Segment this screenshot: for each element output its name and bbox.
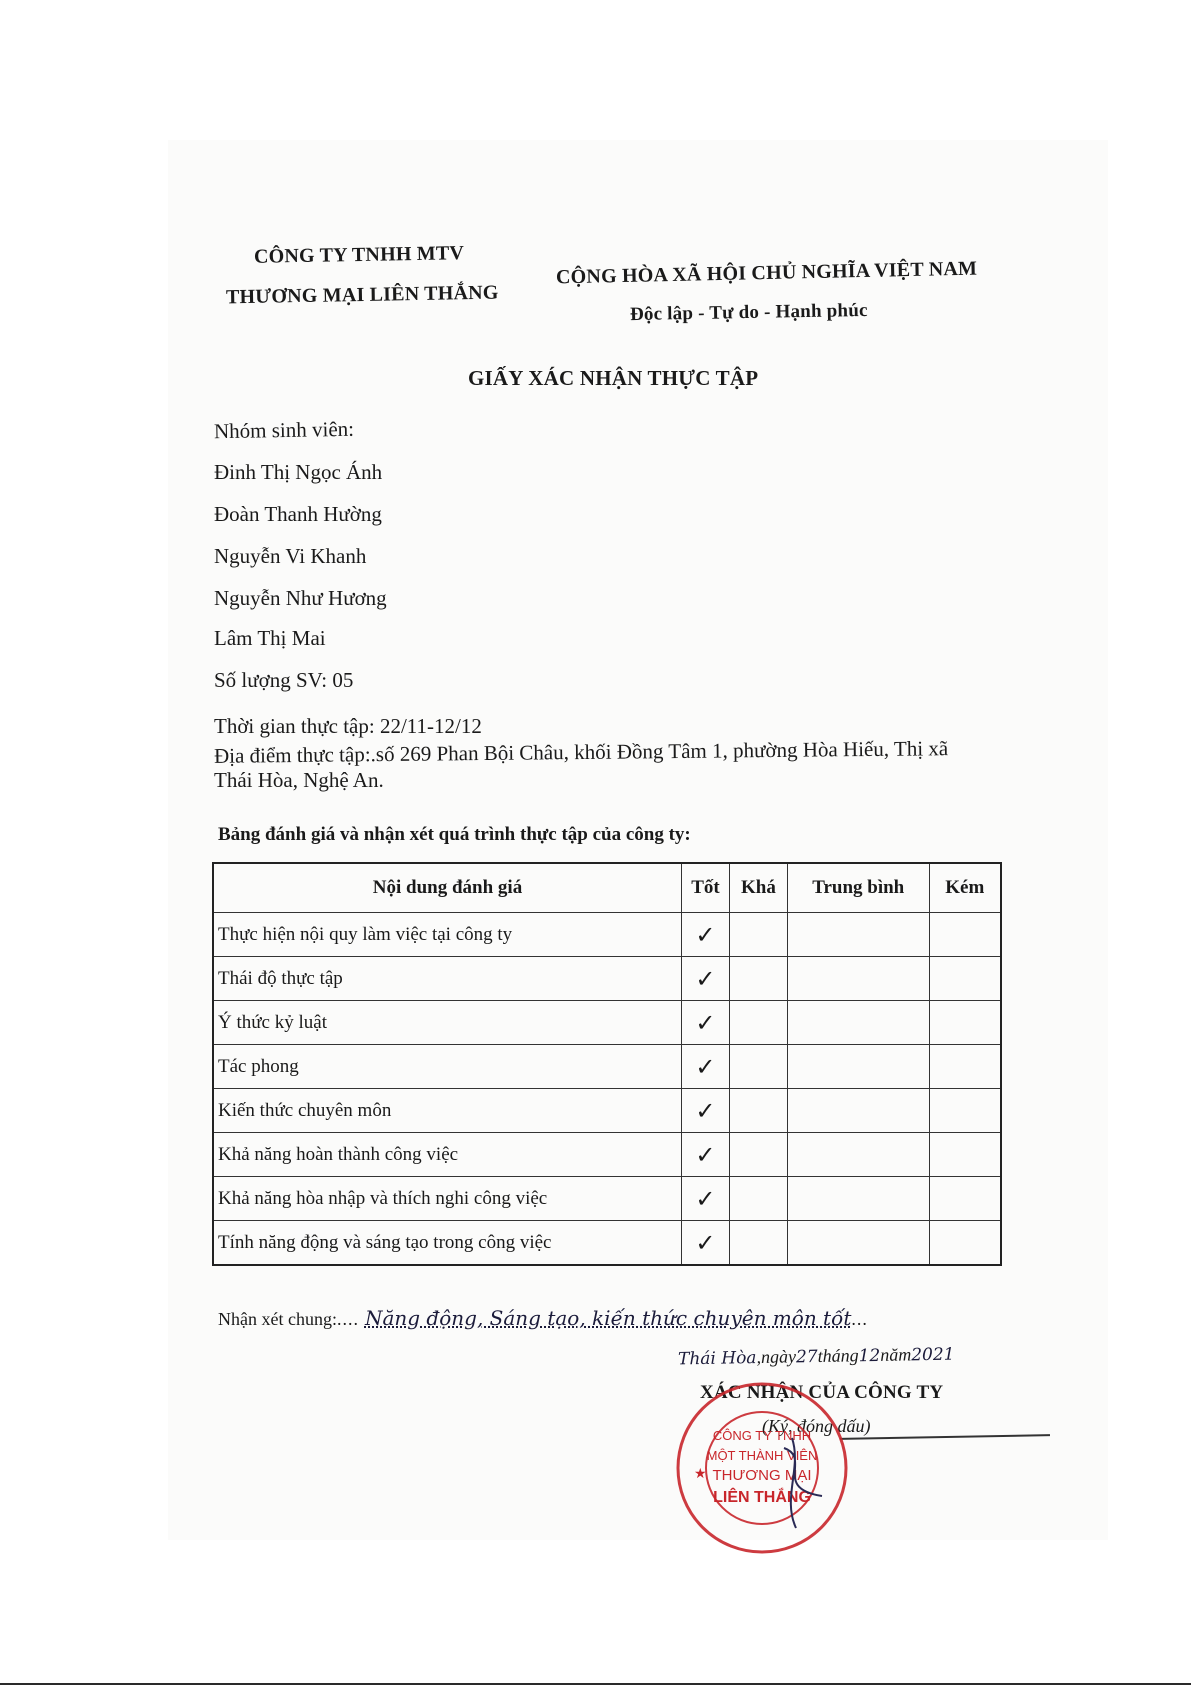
student-name: Nguyễn Vi Khanh [214, 544, 367, 568]
table-caption: Bảng đánh giá và nhận xét quá trình thực tập của công ty: [218, 824, 691, 845]
table-row [213, 1133, 1001, 1177]
poor-cell [929, 1045, 1001, 1089]
criteria-cell: Khả năng hoàn thành công việc [213, 1133, 681, 1177]
poor-cell [929, 1133, 1001, 1177]
student-name: Đoàn Thanh Hường [214, 502, 382, 526]
date-month-label: tháng [817, 1345, 859, 1366]
check-mark-icon: ✓ [681, 957, 729, 1001]
company-name-line1: CÔNG TY TNHH MTV [253, 242, 465, 268]
header-poor: Kém [929, 863, 1001, 913]
criteria-cell: Ý thức kỷ luật [213, 1001, 681, 1045]
poor-cell [929, 1221, 1001, 1266]
date-day: 27 [795, 1346, 818, 1368]
fair-cell [729, 1001, 787, 1045]
date-line: Thái Hòa,ngày27tháng12năm2021 [677, 1344, 955, 1370]
check-mark-icon: ✓ [681, 1221, 729, 1266]
comment-row: Nhận xét chung:.... Năng động, Sáng tạo, kiến thức chuyên môn tốt... [218, 1306, 868, 1330]
table-header-row [213, 863, 1001, 913]
comment-handwritten: Năng động, Sáng tạo, kiến thức chuyên môn tốt [364, 1306, 852, 1330]
poor-cell [929, 1089, 1001, 1133]
confirm-note: (Ký, đóng dấu) [762, 1416, 871, 1436]
table-row [213, 1221, 1001, 1266]
student-name: Nguyễn Như Hương [214, 586, 387, 610]
table-row [213, 1045, 1001, 1089]
check-mark-icon: ✓ [681, 1001, 729, 1045]
header-criteria: Nội dung đánh giá [213, 863, 681, 913]
internship-time: Thời gian thực tập: 22/11-12/12 [214, 714, 482, 738]
company-name-line2: THƯƠNG MẠI LIÊN THẮNG [225, 281, 499, 309]
poor-cell [929, 913, 1001, 957]
header-good: Tốt [681, 863, 729, 913]
check-mark-icon: ✓ [681, 1045, 729, 1089]
date-year: 2021 [911, 1344, 955, 1366]
student-name: Lâm Thị Mai [214, 626, 326, 650]
average-cell [787, 1001, 929, 1045]
average-cell [787, 1221, 929, 1266]
average-cell [787, 1089, 929, 1133]
table-row [213, 1177, 1001, 1221]
student-count: Số lượng SV: 05 [214, 668, 354, 692]
average-cell [787, 1133, 929, 1177]
check-mark-icon: ✓ [681, 1177, 729, 1221]
fair-cell [729, 1133, 787, 1177]
header-average: Trung bình [787, 863, 929, 913]
document-title: GIẤY XÁC NHẬN THỰC TẬP [468, 366, 759, 390]
stamp-text: LIÊN THẮNG [713, 1489, 811, 1506]
table-row [213, 913, 1001, 957]
student-name: Đinh Thị Ngọc Ánh [214, 460, 383, 484]
confirm-title: XÁC NHẬN CỦA CÔNG TY [700, 1382, 944, 1403]
poor-cell [929, 1177, 1001, 1221]
table-row [213, 1089, 1001, 1133]
date-year-label: năm [880, 1344, 912, 1365]
nation-title: CỘNG HÒA XÃ HỘI CHỦ NGHĨA VIỆT NAM [555, 257, 978, 289]
criteria-cell: Khả năng hòa nhập và thích nghi công việc [213, 1177, 681, 1221]
average-cell [787, 1045, 929, 1089]
criteria-cell: Tính năng động và sáng tạo trong công việc [213, 1221, 681, 1266]
average-cell [787, 957, 929, 1001]
stamp-text: THƯƠNG MẠI [712, 1467, 812, 1484]
date-month: 12 [858, 1345, 881, 1367]
comment-label: Nhận xét chung: [218, 1309, 337, 1329]
average-cell [787, 1177, 929, 1221]
stamp-text: CÔNG TY TNHH [712, 1428, 812, 1443]
evaluation-table [212, 862, 1002, 1266]
criteria-cell: Thái độ thực tập [213, 957, 681, 1001]
date-place: Thái Hòa [677, 1348, 757, 1370]
check-mark-icon: ✓ [681, 913, 729, 957]
fair-cell [729, 1177, 787, 1221]
poor-cell [929, 957, 1001, 1001]
fair-cell [729, 1089, 787, 1133]
table-row [213, 957, 1001, 1001]
fair-cell [729, 957, 787, 1001]
check-mark-icon: ✓ [681, 1133, 729, 1177]
internship-place-line2: Thái Hòa, Nghệ An. [214, 768, 384, 792]
stamp-text: MỘT THÀNH VIÊN [706, 1448, 818, 1463]
criteria-cell: Tác phong [213, 1045, 681, 1089]
check-mark-icon: ✓ [681, 1089, 729, 1133]
nation-motto: Độc lập - Tự do - Hạnh phúc [629, 299, 868, 326]
header-fair: Khá [729, 863, 787, 913]
criteria-cell: Kiến thức chuyên môn [213, 1089, 681, 1133]
group-label: Nhóm sinh viên: [213, 416, 355, 444]
date-day-label: ngày [760, 1346, 797, 1367]
average-cell [787, 913, 929, 957]
internship-place-line1: Địa điểm thực tập:.số 269 Phan Bội Châu, khối Đồng Tâm 1, phường Hòa Hiếu, Thị xã [213, 736, 949, 768]
fair-cell [729, 913, 787, 957]
fair-cell [729, 1221, 787, 1266]
fair-cell [729, 1045, 787, 1089]
svg-text:★: ★ [694, 1465, 707, 1481]
company-stamp-icon [672, 1378, 852, 1558]
poor-cell [929, 1001, 1001, 1045]
criteria-cell: Thực hiện nội quy làm việc tại công ty [213, 913, 681, 957]
table-row [213, 1001, 1001, 1045]
